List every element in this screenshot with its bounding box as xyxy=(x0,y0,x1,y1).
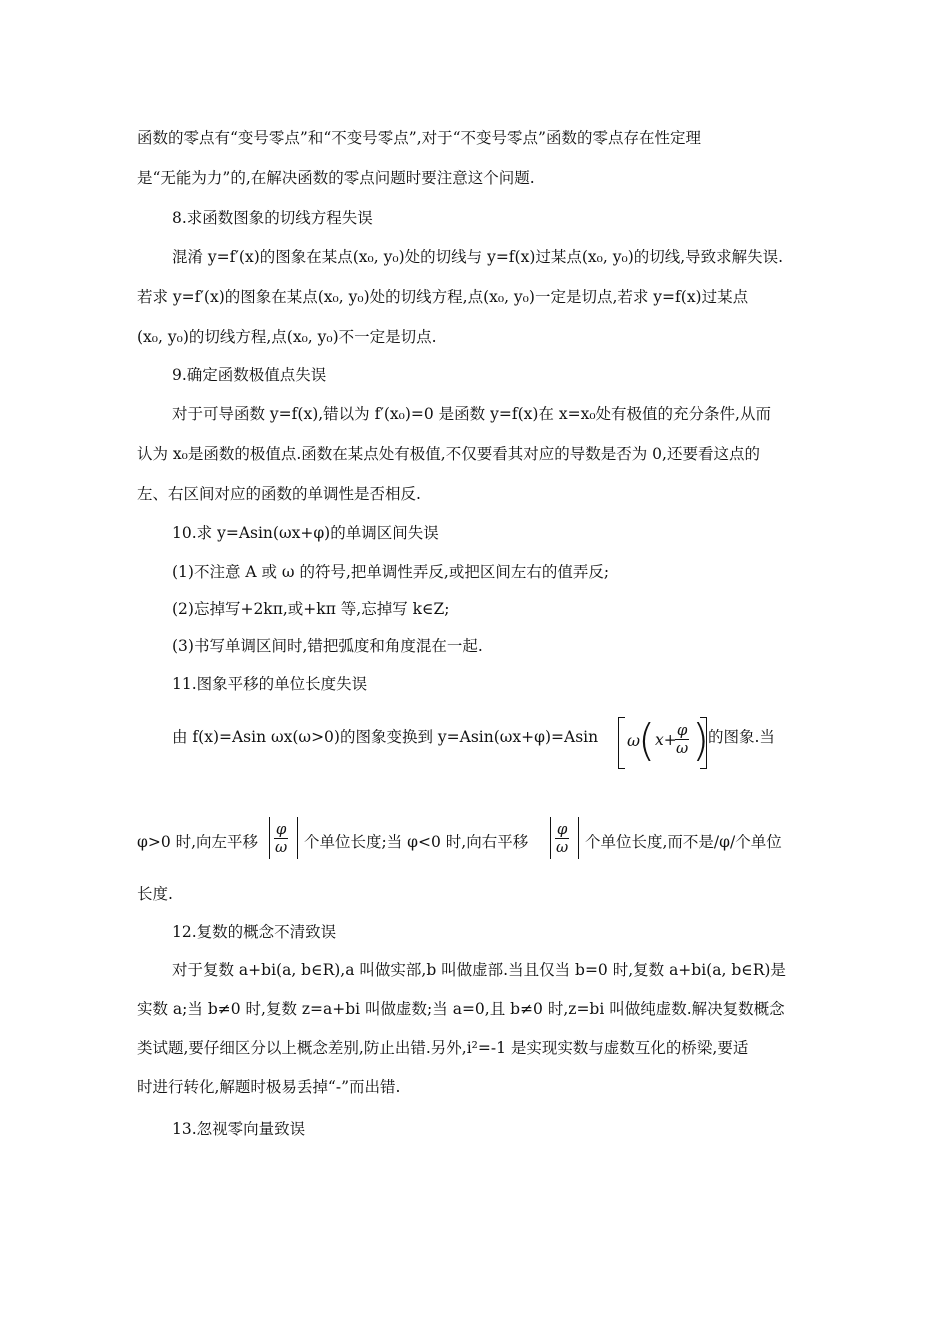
section-heading-9: 9.确定函数极值点失误 xyxy=(172,366,327,384)
section-heading-13: 13.忽视零向量致误 xyxy=(172,1120,306,1138)
formula-fraction xyxy=(674,721,690,757)
fraction-denominator: ω xyxy=(676,739,689,757)
paragraph-line: 若求 y=f′(x)的图象在某点(x₀, y₀)处的切线方程,点(x₀, y₀)一定是切点,若求 y=f(x)过某点 xyxy=(137,288,749,306)
paragraph-line: 认为 x₀是函数的极值点.函数在某点处有极值,不仅要看其对应的导数是否为 0,还要看这点的 xyxy=(137,445,760,463)
left-paren: ( xyxy=(638,715,656,766)
list-item: (2)忘掉写+2kπ,或+kπ 等,忘掉写 k∈Z; xyxy=(172,600,450,618)
formula-line xyxy=(172,715,832,775)
section-heading-8: 8.求函数图象的切线方程失误 xyxy=(172,209,373,227)
list-item: (1)不注意 A 或 ω 的符号,把单调性弄反,或把区间左右的值弄反; xyxy=(172,563,610,581)
formula-text: 个单位长度,而不是/φ/个单位 xyxy=(585,833,782,851)
abs-bar xyxy=(578,817,579,859)
formula-fraction xyxy=(273,820,289,856)
paragraph-line: (x₀, y₀)的切线方程,点(x₀, y₀)不一定是切点. xyxy=(137,328,437,346)
abs-bar xyxy=(269,817,270,859)
right-paren: ) xyxy=(692,715,710,766)
list-item: (3)书写单调区间时,错把弧度和角度混在一起. xyxy=(172,637,483,655)
paragraph-line: 长度. xyxy=(137,885,173,903)
fraction-denominator: ω xyxy=(556,838,569,856)
paragraph-line: 对于复数 a+bi(a, b∈R),a 叫做实部,b 叫做虚部.当且仅当 b=0 时,复数 a+bi(a, b∈R)是 xyxy=(172,961,786,979)
formula-line xyxy=(137,815,827,865)
formula-omega: ω xyxy=(627,731,641,750)
section-heading-10: 10.求 y=Asin(ωx+φ)的单调区间失误 xyxy=(172,524,439,542)
paragraph-line: 时进行转化,解题时极易丢掉“-”而出错. xyxy=(137,1078,401,1096)
formula-x: x+ xyxy=(655,731,677,749)
fraction-numerator: φ xyxy=(275,820,287,838)
formula-text: 由 f(x)=Asin ωx(ω>0)的图象变换到 y=Asin(ωx+φ)=Asin xyxy=(172,728,599,746)
formula-text: φ>0 时,向左平移 xyxy=(137,833,259,851)
paragraph-line: 函数的零点有“变号零点”和“不变号零点”,对于“不变号零点”函数的零点存在性定理 xyxy=(137,129,701,147)
fraction-denominator: ω xyxy=(275,838,288,856)
paragraph-line: 对于可导函数 y=f(x),错以为 f′(x₀)=0 是函数 y=f(x)在 x=x₀处有极值的充分条件,从而 xyxy=(172,405,771,423)
formula-text: 个单位长度;当 φ<0 时,向右平移 xyxy=(304,833,529,851)
paragraph-line: 左、右区间对应的函数的单调性是否相反. xyxy=(137,485,421,503)
paragraph-line: 实数 a;当 b≠0 时,复数 z=a+bi 叫做虚数;当 a=0,且 b≠0 时,z=bi 叫做纯虚数.解决复数概念 xyxy=(137,1000,785,1018)
left-bracket xyxy=(618,717,625,769)
section-heading-11: 11.图象平移的单位长度失误 xyxy=(172,675,368,693)
paragraph-line: 是“无能为力”的,在解决函数的零点问题时要注意这个问题. xyxy=(137,169,535,187)
section-heading-12: 12.复数的概念不清致误 xyxy=(172,923,337,941)
paragraph-line: 混淆 y=f′(x)的图象在某点(x₀, y₀)处的切线与 y=f(x)过某点(x₀, y₀)的切线,导致求解失误. xyxy=(172,248,784,266)
abs-bar xyxy=(550,817,551,859)
formula-text: 的图象.当 xyxy=(708,728,775,746)
right-bracket xyxy=(700,717,707,769)
fraction-numerator: φ xyxy=(676,721,688,739)
fraction-numerator: φ xyxy=(556,820,568,838)
paragraph-line: 类试题,要仔细区分以上概念差别,防止出错.另外,i²=-1 是实现实数与虚数互化的桥梁,要适 xyxy=(137,1039,749,1057)
formula-fraction xyxy=(554,820,570,856)
abs-bar xyxy=(297,817,298,859)
